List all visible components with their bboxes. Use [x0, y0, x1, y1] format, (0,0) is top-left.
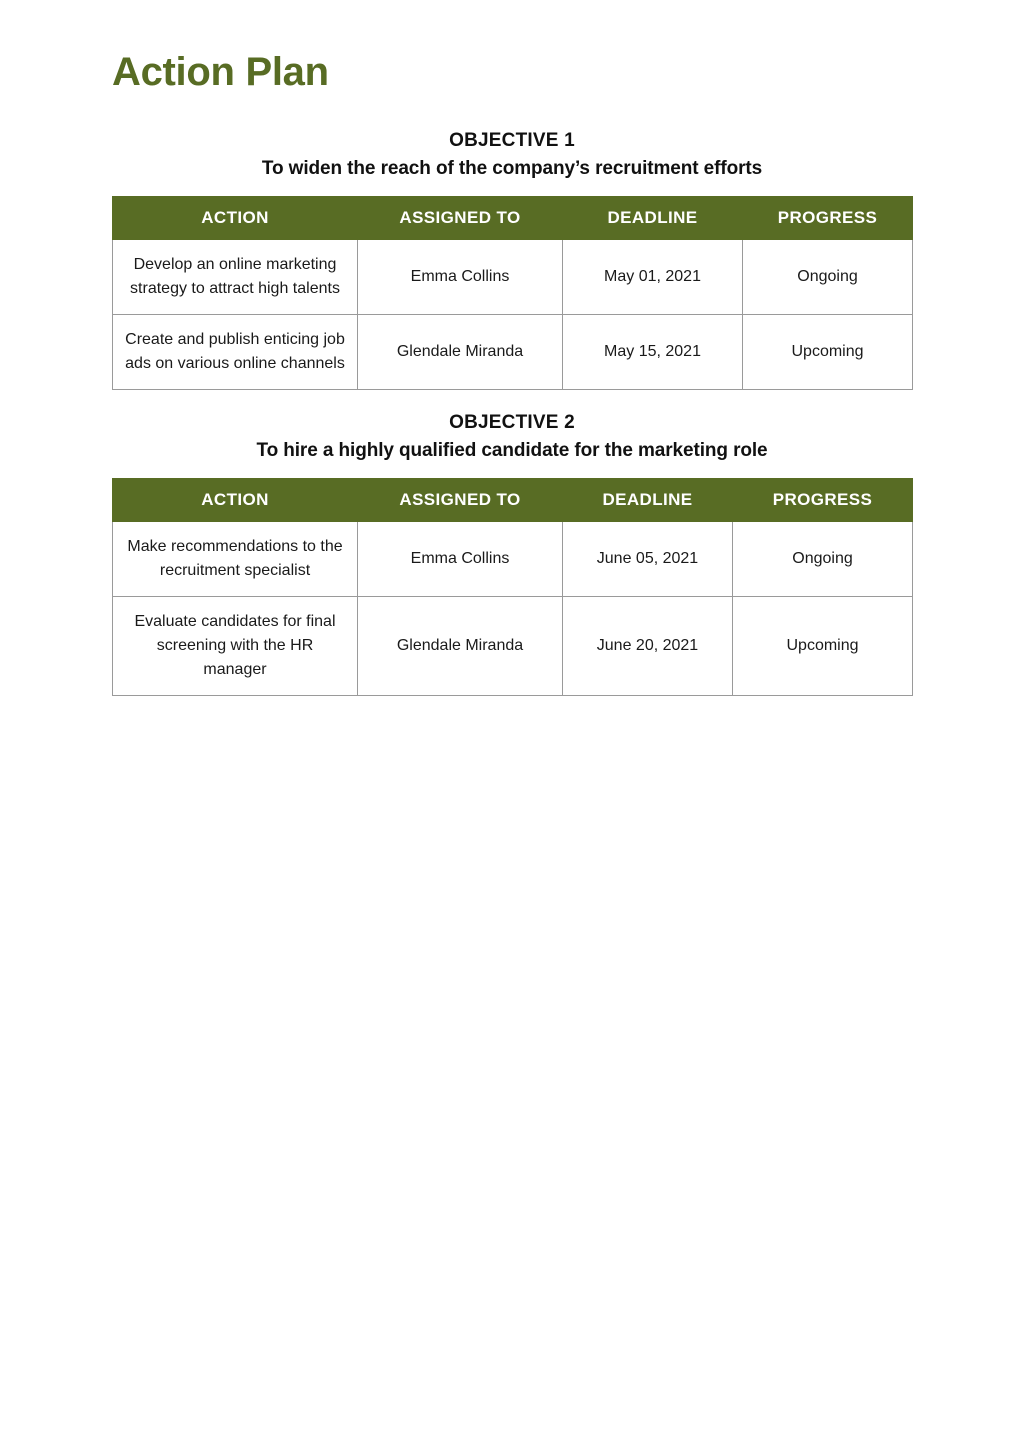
cell-progress: Ongoing: [733, 522, 913, 597]
table-row: [113, 522, 913, 597]
cell-deadline: June 20, 2021: [563, 597, 733, 696]
cell-progress: Upcoming: [743, 315, 913, 390]
objective-description-2: To hire a highly qualified candidate for the marketing role: [256, 440, 768, 461]
objective-label-2: OBJECTIVE 2: [449, 412, 575, 433]
column-header-progress: PROGRESS: [733, 479, 913, 522]
cell-action: Make recommendations to the recruitment specialist: [113, 522, 358, 597]
objective-description-1: To widen the reach of the company’s recruitment efforts: [261, 158, 763, 179]
objective-section-2: [112, 412, 912, 696]
table-row: [113, 315, 913, 390]
cell-action: Create and publish enticing job ads on various online channels: [113, 315, 358, 390]
cell-deadline: May 01, 2021: [563, 240, 743, 315]
column-header-action: ACTION: [113, 197, 358, 240]
cell-assigned-to: Emma Collins: [358, 240, 563, 315]
cell-progress: Ongoing: [743, 240, 913, 315]
table-row: [113, 240, 913, 315]
column-header-assigned-to: ASSIGNED TO: [358, 479, 563, 522]
cell-assigned-to: Glendale Miranda: [358, 597, 563, 696]
cell-progress: Upcoming: [733, 597, 913, 696]
column-header-deadline: DEADLINE: [563, 197, 743, 240]
cell-action: Evaluate candidates for final screening with the HR manager: [113, 597, 358, 696]
column-header-assigned-to: ASSIGNED TO: [358, 197, 563, 240]
cell-assigned-to: Emma Collins: [358, 522, 563, 597]
column-header-deadline: DEADLINE: [563, 479, 733, 522]
cell-deadline: June 05, 2021: [563, 522, 733, 597]
action-table-2: [112, 478, 913, 696]
table-row: [113, 597, 913, 696]
page-title: Action Plan: [112, 50, 329, 94]
column-header-progress: PROGRESS: [743, 197, 913, 240]
cell-deadline: May 15, 2021: [563, 315, 743, 390]
objective-section-1: [112, 130, 912, 390]
action-table-1: [112, 196, 913, 390]
column-header-action: ACTION: [113, 479, 358, 522]
cell-assigned-to: Glendale Miranda: [358, 315, 563, 390]
objective-label-1: OBJECTIVE 1: [449, 130, 575, 151]
cell-action: Develop an online marketing strategy to attract high talents: [113, 240, 358, 315]
table-header-row: [113, 197, 913, 240]
table-header-row: [113, 479, 913, 522]
